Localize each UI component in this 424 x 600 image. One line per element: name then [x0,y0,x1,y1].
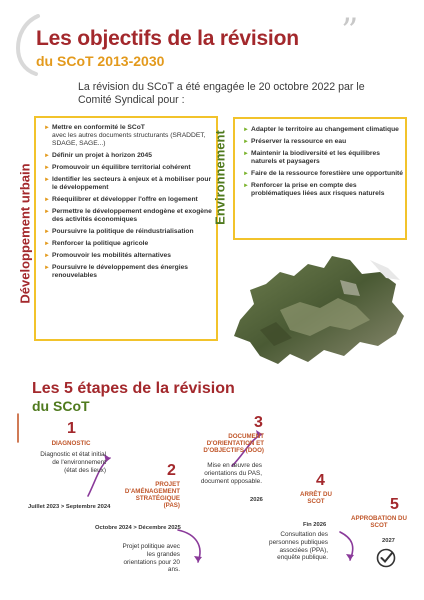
bullet-arrow-icon: ► [44,177,50,183]
steps-subtitle: du SCoT [32,398,90,414]
step-5-number: 5 [390,496,399,513]
step-1-date: Juillet 2023 > Septembre 2024 [28,504,111,510]
bullet-arrow-icon: ► [243,151,249,157]
environment-label: Environnement [212,130,228,225]
step-4-date: Fin 2026 [303,522,327,528]
bullet-arrow-icon: ► [44,265,50,271]
step-3-date: 2026 [250,497,263,503]
step-1-title: DIAGNOSTIC [51,440,91,447]
list-item: ► Maintenir la biodiversité et les équilibres naturels et paysagers [243,150,380,165]
steps-title: Les 5 étapes de la révision [32,380,235,397]
list-item: ► Identifier les secteurs à enjeux et à mobiliser pour le développement [44,176,212,191]
bullet-arrow-icon: ► [44,209,50,215]
step-5-date: 2027 [382,538,395,544]
step-1-number: 1 [67,420,76,437]
step-4-description: Consultation des personnes publiques associées (PPA), enquête publique. [269,531,328,562]
bullet-arrow-icon: ► [243,139,249,145]
step-4-title: ARRÊT DU SCOT [300,491,332,505]
urban-development-label: Développement urbain [17,163,33,304]
bullet-arrow-icon: ► [44,229,50,235]
list-item: ► Promouvoir les mobilités alternatives [44,252,171,259]
step-2-date: Octobre 2024 > Décembre 2025 [95,525,181,531]
list-item: ► Faire de la ressource forestière une opportunité [243,170,403,177]
step-2-number: 2 [167,462,176,479]
bullet-arrow-icon: ► [44,125,50,131]
bullet-arrow-icon: ► [44,253,50,259]
list-item: ► Renforcer la politique agricole [44,240,149,247]
step-3-number: 3 [254,414,263,431]
intro-text: La révision du SCoT a été engagée le 20 octobre 2022 par le Comité Syndical pour : [78,81,365,106]
step-2-title: PROJET D'AMÉNAGEMENT STRATÉGIQUE (PAS) [124,481,180,509]
list-item: ► Préserver la ressource en eau [243,138,347,145]
list-item: ► Définir un projet à horizon 2045 [44,152,152,159]
list-item: ► Poursuivre la politique de réindustrialisation [44,228,194,235]
bullet-arrow-icon: ► [243,127,249,133]
page-title: Les objectifs de la révision [36,27,299,50]
list-item: ► Adapter le territoire au changement climatique [243,126,399,133]
list-item: ► Promouvoir un équilibre territorial cohérent [44,164,191,171]
bullet-arrow-icon: ► [44,197,50,203]
bullet-arrow-icon: ► [44,165,50,171]
bullet-arrow-icon: ► [44,153,50,159]
step-5-title: APPROBATION DU SCOT [351,515,407,529]
list-item: ► Renforcer la prise en compte des problématiques liées aux risques naturels [243,182,385,197]
list-item: ► Permettre le développement endogène et exogène des activités économiques [44,208,212,223]
list-item: ► Poursuivre le développement des énergies renouvelables [44,264,189,279]
step-4-number: 4 [316,472,325,489]
step-3-title: DOCUMENT D'ORIENTATION ET D'OBJECTIFS (DOO) [203,433,264,454]
step-1-description: Diagnostic et état initial de l'environnement (état des lieux) [40,451,106,474]
quote-close-icon: ” [341,11,359,51]
checkmark-icon [376,548,396,568]
bullet-arrow-icon: ► [243,171,249,177]
step-2-description: Projet politique avec les grandes orientations pour 20 ans. [122,543,180,574]
step-3-description: Mise en œuvre des orientations du PAS, document opposable. [200,462,262,485]
bullet-arrow-icon: ► [243,183,249,189]
page-subtitle: du SCoT 2013-2030 [36,53,165,69]
list-item: ► Mettre en conformité le SCoT avec les autres documents structurants (SRADDET, SDAGE, SAGE...) [44,124,206,147]
list-item: ► Réequilibrer et développer l'offre en logement [44,196,198,203]
bullet-arrow-icon: ► [44,241,50,247]
